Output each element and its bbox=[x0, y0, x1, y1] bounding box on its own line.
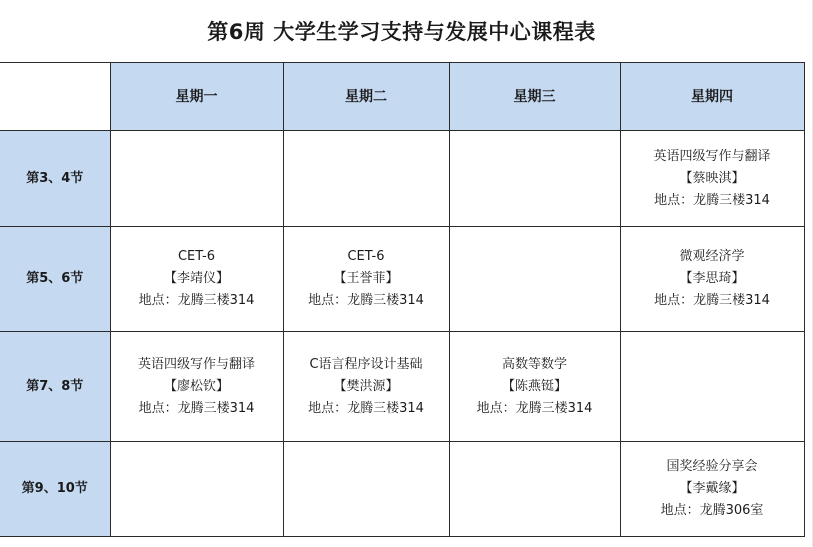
location-text: 地点：龙腾306室 bbox=[660, 503, 764, 518]
table-row bbox=[0, 332, 804, 442]
day-header-tuesday: 星期二 bbox=[283, 63, 449, 131]
period-label: 第9、10节 bbox=[0, 442, 110, 537]
location-text: 地点：龙腾三楼314 bbox=[476, 400, 593, 416]
class-cell bbox=[283, 442, 449, 537]
day-header-wednesday: 星期三 bbox=[449, 63, 620, 131]
period-label: 第7、8节 bbox=[0, 332, 110, 442]
course-name: 英语四级写作与翻译 bbox=[653, 148, 771, 164]
course-name: C语言程序设计基础 bbox=[309, 356, 423, 372]
day-header-thursday: 星期四 bbox=[620, 63, 804, 131]
class-cell bbox=[620, 332, 804, 442]
class-cell bbox=[110, 227, 283, 332]
day-header-monday: 星期一 bbox=[110, 63, 283, 131]
class-cell bbox=[283, 332, 449, 442]
class-cell bbox=[449, 332, 620, 442]
class-cell bbox=[110, 332, 283, 442]
class-cell bbox=[449, 227, 620, 332]
schedule-table bbox=[0, 62, 805, 537]
location-text: 地点：龙腾三楼314 bbox=[308, 293, 424, 308]
location-text: 地点：龙腾三楼314 bbox=[654, 293, 770, 308]
class-cell bbox=[283, 131, 449, 227]
course-name: CET-6 bbox=[177, 249, 215, 264]
class-cell bbox=[283, 227, 449, 332]
location-text: 地点：龙腾三楼314 bbox=[138, 293, 255, 308]
teacher-name: 【蔡映淇】 bbox=[679, 170, 745, 186]
corner-cell bbox=[0, 63, 110, 131]
table-row bbox=[0, 442, 804, 537]
table-row bbox=[0, 227, 804, 332]
class-cell bbox=[620, 227, 804, 332]
teacher-name: 【廖松钦】 bbox=[163, 378, 229, 394]
class-cell bbox=[449, 131, 620, 227]
teacher-name: 【李靖仪】 bbox=[163, 271, 229, 286]
location-text: 地点：龙腾三楼314 bbox=[138, 400, 255, 416]
period-label: 第3、4节 bbox=[0, 131, 110, 227]
teacher-name: 【李戴缘】 bbox=[679, 481, 745, 496]
course-name: 国奖经验分享会 bbox=[666, 459, 758, 474]
class-cell bbox=[620, 131, 804, 227]
table-row bbox=[0, 131, 804, 227]
teacher-name: 【樊洪源】 bbox=[333, 378, 399, 394]
class-cell bbox=[449, 442, 620, 537]
teacher-name: 【陈燕铤】 bbox=[501, 378, 567, 394]
class-cell bbox=[620, 442, 804, 537]
page-title: 第6周 大学生学习支持与发展中心课程表 bbox=[0, 0, 803, 62]
location-text: 地点：龙腾三楼314 bbox=[654, 192, 770, 208]
location-text: 地点：龙腾三楼314 bbox=[308, 400, 424, 416]
class-cell bbox=[110, 442, 283, 537]
course-name: 微观经济学 bbox=[679, 249, 745, 264]
teacher-name: 【李思琦】 bbox=[679, 271, 745, 286]
course-name: CET-6 bbox=[347, 249, 385, 264]
class-cell bbox=[110, 131, 283, 227]
header-row bbox=[0, 63, 804, 131]
teacher-name: 【王誉菲】 bbox=[333, 271, 399, 286]
period-label: 第5、6节 bbox=[0, 227, 110, 332]
course-name: 高数等数学 bbox=[501, 356, 567, 372]
course-name: 英语四级写作与翻译 bbox=[137, 356, 255, 372]
